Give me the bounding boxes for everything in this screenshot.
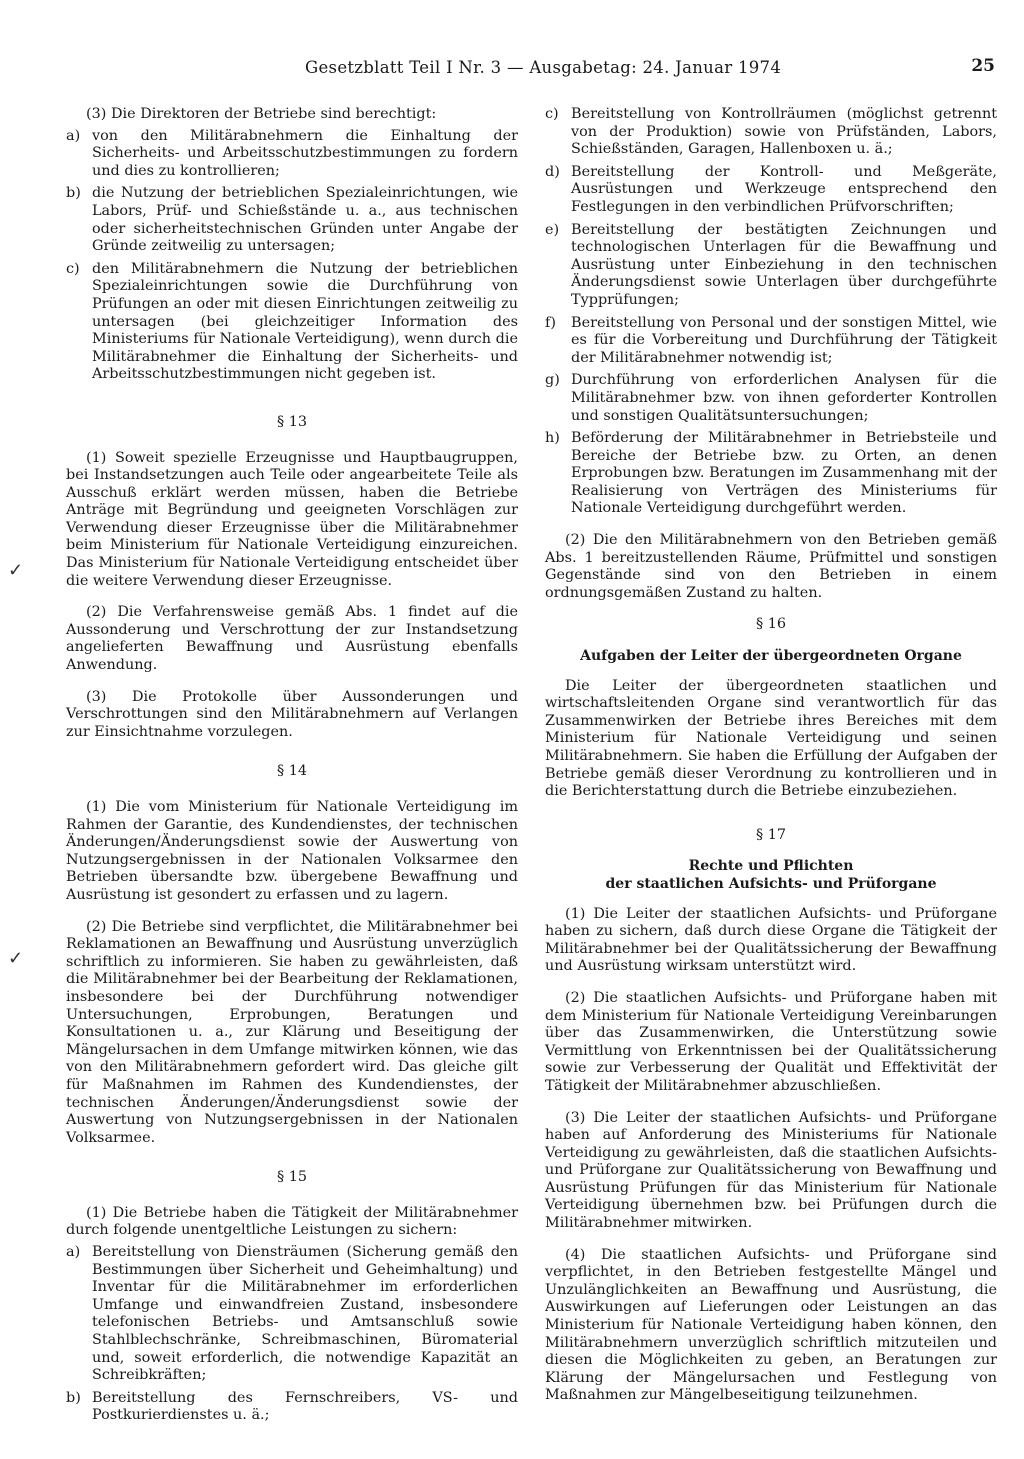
paragraph: (2) Die Verfahrensweise gemäß Abs. 1 findet auf die Aussonderung und Verschrottung der zur Instandsetzung angelieferten Bewaffnung und Ausrüstung ebenfalls Anwendung. — [66, 604, 518, 674]
item-text: Bereitstellung der Kontroll- und Meßgeräte, Ausrüstungen und Werkzeuge entsprechend den Festlegungen in den verbindlichen Prüfvorschriften; — [571, 163, 997, 215]
paragraph: Die Leiter der übergeordneten staatlichen und wirtschaftsleitenden Organe sind verantwortlich für das Zusammenwirken der Betriebe ihres Bereiches mit dem Ministerium für Nationale Verteidigung und seinen Militärabnehmern. Sie haben die Erfüllung der Aufgaben der Betriebe gemäß dieser Verordnung zu kontrollieren und in die Berichterstattung durch die Betriebe einzubeziehen. — [545, 677, 997, 800]
list-item — [66, 128, 518, 181]
item-label: f) — [545, 314, 556, 331]
list-item — [66, 1244, 518, 1385]
list-item — [545, 430, 997, 518]
item-text: Durchführung von erforderlichen Analysen für die Militärabnehmer bzw. von ihnen geforderter Kontrollen und sonstigen Qualitätsuntersuchungen; — [571, 372, 997, 424]
item-label: a) — [66, 127, 81, 144]
paragraph: (3) Die Leiter der staatlichen Aufsichts- und Prüforgane haben auf Anforderung des Ministeriums für Nationale Verteidigung zu gewährleisten, daß die staatlichen Aufsichts- und Prüforgane zur Qualitätssicherung von Bewaffnung und Ausrüstung Prüfungen für das Ministerium für Nationale Verteidigung übernehmen bzw. bei Prüfungen durch die Militärabnehmer mitwirken. — [545, 1109, 997, 1232]
header-title: Gesetzblatt Teil I Nr. 3 — Ausgabetag: 24. Januar 1974 — [305, 58, 782, 77]
item-text: Bereitstellung von Diensträumen (Sicherung gemäß den Bestimmungen über Sicherheit und Geheimhaltung) und Inventar für die Militärabnehmer im erforderlichen Umfange und einwandfreien Zustand, insbesondere telefonischen Betriebs- und Amtsanschluß sowie Stahlblechschränke, Schreibmaschinen, Büromaterial und, soweit erforderlich, die notwendige Kapazität an Schreibkräften; — [92, 1244, 518, 1384]
paragraph: (1) Die Betriebe haben die Tätigkeit der Militärabnehmer durch folgende unentgeltliche Leistungen zu sichern: — [66, 1204, 518, 1239]
list-item — [66, 185, 518, 255]
item-label: c) — [66, 260, 80, 277]
paragraph: (1) Soweit spezielle Erzeugnisse und Hauptbaugruppen, bei Instandsetzungen auch Teile oder angearbeitete Teile als Ausschuß erklärt werden müssen, haben die Betriebe Anträge mit Begründung und geeigneten Vorschlägen zur Verwendung dieser Erzeugnisse über die Militärabnehmer beim Ministerium für Nationale Verteidigung einzureichen. Das Ministerium für Nationale Verteidigung entscheidet über die weitere Verwendung dieser Erzeugnisse. — [66, 449, 518, 589]
item-label: g) — [545, 372, 560, 389]
page-number: 25 — [971, 56, 995, 76]
margin-checkmark-icon: ✓ — [8, 560, 24, 581]
left-column — [66, 106, 518, 1430]
section-heading: § 17 — [755, 826, 787, 843]
item-text: den Militärabnehmern die Nutzung der betrieblichen Spezialeinrichtungen sowie die Durchführung von Prüfungen an oder mit diesen Einrichtungen zeitweilig zu untersagen (bei gleichzeitiger Information des Ministeriums für Nationale Verteidigung), wenn durch die Militärabnehmer die Einhaltung der Sicherheits- und Arbeitsschutzbestimmungen nicht gegeben ist. — [92, 260, 518, 383]
item-label: h) — [545, 430, 560, 447]
item-text: Bereitstellung der bestätigten Zeichnungen und technologischen Unterlagen für die Bewaffnung und Ausrüstung unter Einbeziehung in den technischen Änderungsdienst sowie Unterlagen über durchgeführte Typprüfungen; — [571, 221, 997, 308]
section-title: Aufgaben der Leiter der übergeordneten Organe — [580, 648, 962, 665]
section-heading: § 13 — [276, 413, 308, 430]
margin-checkmark-icon: ✓ — [8, 948, 24, 969]
paragraph: (4) Die staatlichen Aufsichts- und Prüforgane sind verpflichtet, in den Betrieben festgestellte Mängel und Unzulänglichkeiten an Bewaffnung und Ausrüstung, die Auswirkungen auf Lieferungen oder Leistungen an das Ministerium für Nationale Verteidigung haben können, den Militärabnehmern unverzüglich schriftlich mitzuteilen und diesen die Möglichkeiten zu geben, an Beratungen zur Klärung der Mängelursachen und Festlegung von Maßnahmen zur Mängelbeseitigung teilzunehmen. — [545, 1246, 997, 1404]
list-item — [545, 164, 997, 217]
paragraph: (3) Die Protokolle über Aussonderungen und Verschrottungen sind den Militärabnehmern auf Verlangen zur Einsichtnahme vorzulegen. — [66, 688, 518, 740]
item-label: b) — [66, 185, 81, 202]
item-text: Bereitstellung des Fernschreibers, VS- und Postkurierdienstes u. ä.; — [92, 1389, 518, 1424]
item-label: d) — [545, 163, 560, 180]
item-label: a) — [66, 1244, 81, 1261]
section-title: Rechte und Pflichten — [688, 858, 854, 875]
item-text: von den Militärabnehmern die Einhaltung der Sicherheits- und Arbeitsschutzbestimmungen zu fordern und dies zu kontrollieren; — [92, 127, 518, 179]
list-item — [66, 1390, 518, 1425]
section-heading: § 15 — [276, 1169, 308, 1186]
paragraph: (2) Die den Militärabnehmern von den Betrieben gemäß Abs. 1 bereitzustellenden Räume, Prüfmittel und sonstigen Gegenstände sind von den Betrieben in einem ordnungsgemäßen Zustand zu halten. — [545, 532, 997, 601]
page-header — [60, 52, 1005, 84]
section-heading: § 16 — [755, 616, 787, 633]
paragraph: (2) Die Betriebe sind verpflichtet, die Militärabnehmer bei Reklamationen an Bewaffnung und Ausrüstung unverzüglich schriftlich zu informieren. Sie haben zu gewährleisten, daß die Militärabnehmer bei der Bearbeitung der Reklamationen, insbesondere bei der Durchführung notwendiger Untersuchungen, Erprobungen, Beratungen und Konsultationen u. a., zur Klärung und Beseitigung der Mängelursachen in dem Umfange mitwirken können, wie das von den Militärabnehmern gefordert wird. Das gleiche gilt für Maßnahmen im Rahmen des Kundendienstes, der technischen Änderungen/Änderungsdienst sowie der Auswertung von Nutzungsergebnissen in der Nationalen Volksarmee. — [66, 918, 518, 1146]
list-item — [545, 222, 997, 310]
item-label: e) — [545, 221, 560, 238]
list-item — [545, 106, 997, 159]
item-text: Bereitstellung von Kontrollräumen (möglichst getrennt von der Produktion) sowie von Prüfständen, Labors, Schießständen, Garagen, Hallenboxen u. ä.; — [571, 106, 997, 158]
item-label: c) — [545, 106, 559, 122]
paragraph: (2) Die staatlichen Aufsichts- und Prüforgane haben mit dem Ministerium für Nationale Verteidigung Vereinbarungen über das Zusammenwirken, die Unterstützung sowie Vermittlung von Erkenntnissen bei der Qualitätssicherung sowie zur Verbesserung der Qualität und Effektivität der Tätigkeit der Militärabnehmer abzuschließen. — [545, 989, 997, 1094]
section-heading: § 14 — [276, 763, 308, 780]
list-item — [545, 315, 997, 368]
item-text: die Nutzung der betrieblichen Spezialeinrichtungen, wie Labors, Prüf- und Schießstände u. a., aus technischen oder sicherheitstechnischen Gründen unter Angabe der Gründe zeitweilig zu untersagen; — [92, 185, 518, 255]
item-text: Bereitstellung von Personal und der sonstigen Mittel, wie es für die Vorbereitung und Durchführung der Tätigkeit der Militärabnehmer notwendig ist; — [571, 314, 997, 366]
right-column — [545, 106, 997, 1419]
list-item — [66, 261, 518, 384]
item-label: b) — [66, 1389, 81, 1406]
section-title: der staatlichen Aufsichts- und Prüforgane — [605, 875, 937, 892]
item-text: Beförderung der Militärabnehmer in Betriebsteile und Bereiche der Betriebe bzw. zu Orten, an denen Erprobungen bzw. Beratungen im Zusammenhang mit der Realisierung von Verträgen des Ministeriums für Nationale Verteidigung durchgeführt werden. — [571, 430, 997, 517]
paragraph-12-3: (3) Die Direktoren der Betriebe sind berechtigt: — [86, 106, 437, 122]
paragraph: (1) Die vom Ministerium für Nationale Verteidigung im Rahmen der Garantie, des Kundendienstes, der technischen Änderungen/Änderungsdienst sowie der Auswertung von Nutzungsergebnissen in der Nationalen Volksarmee den Betrieben übersandte bzw. übergebene Bewaffnung und Ausrüstung ist gesondert zu erfassen und zu lagern. — [66, 799, 518, 903]
paragraph: (1) Die Leiter der staatlichen Aufsichts- und Prüforgane haben zu sichern, daß durch diese Organe die Tätigkeit der Militärabnehmer bei der Qualitätssicherung der Bewaffnung und Ausrüstung wirksam unterstützt wird. — [545, 905, 997, 975]
list-item — [545, 372, 997, 425]
